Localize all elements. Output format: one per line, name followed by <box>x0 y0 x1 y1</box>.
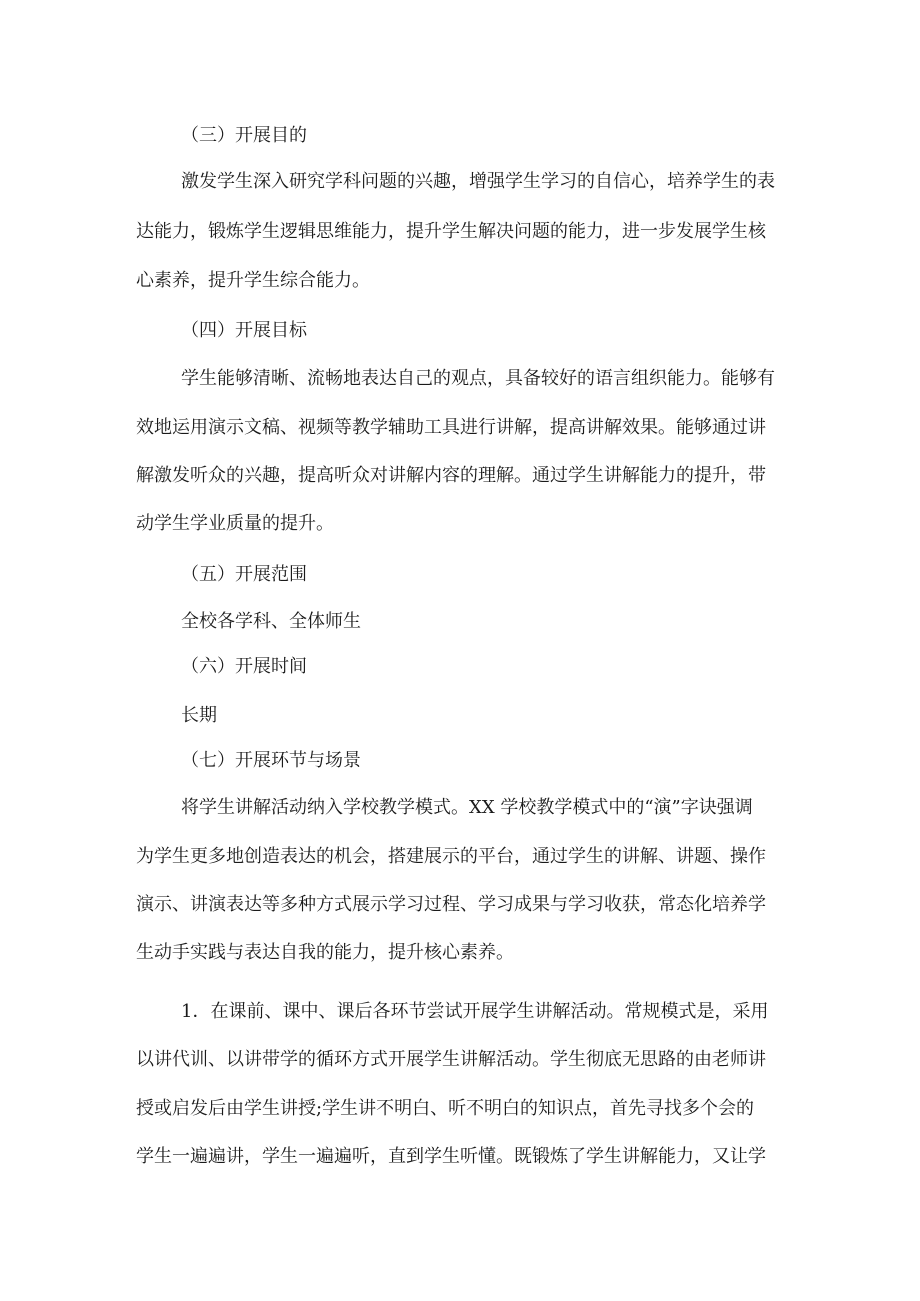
paragraph-line: 动学生学业质量的提升。 <box>136 513 334 534</box>
paragraph-line: 演示、讲演表达等多种方式展示学习过程、学习成果与学习收获，常态化培养学 <box>136 894 766 915</box>
paragraph-line: 为学生更多地创造表达的机会，搭建展示的平台，通过学生的讲解、讲题、操作 <box>136 846 766 867</box>
section-heading-6: （六）开展时间 <box>181 656 307 677</box>
numbered-item-line: 以讲代训、以讲带学的循环方式开展学生讲解活动。学生彻底无思路的由老师讲 <box>136 1049 766 1070</box>
paragraph-line: 激发学生深入研究学科问题的兴趣，增强学生学习的自信心，培养学生的表 <box>181 171 775 192</box>
paragraph-line: 学生能够清晰、流畅地表达自己的观点，具备较好的语言组织能力。能够有 <box>181 368 775 389</box>
paragraph-line: 效地运用演示文稿、视频等教学辅助工具进行讲解，提高讲解效果。能够通过讲 <box>136 417 766 438</box>
section-heading-7: （七）开展环节与场景 <box>181 750 361 771</box>
paragraph-line: 将学生讲解活动纳入学校教学模式。XX 学校教学模式中的“演”字诀强调 <box>181 797 753 818</box>
section-text-6: 长期 <box>181 705 217 726</box>
paragraph-line: 生动手实践与表达自我的能力，提升核心素养。 <box>136 942 514 963</box>
section-text-5: 全校各学科、全体师生 <box>181 611 361 632</box>
numbered-item-line: 学生一遍遍讲，学生一遍遍听，直到学生听懂。既锻炼了学生讲解能力，又让学 <box>136 1146 766 1167</box>
numbered-item-line: 授或启发后由学生讲授;学生讲不明白、听不明白的知识点，首先寻找多个会的 <box>136 1098 755 1119</box>
section-heading-4: （四）开展目标 <box>181 320 307 341</box>
paragraph-line: 达能力，锻炼学生逻辑思维能力，提升学生解决问题的能力，进一步发展学生核 <box>136 221 766 242</box>
section-heading-3: （三）开展目的 <box>181 125 307 146</box>
section-heading-5: （五）开展范围 <box>181 564 307 585</box>
paragraph-line: 解激发听众的兴趣，提高听众对讲解内容的理解。通过学生讲解能力的提升，带 <box>136 465 766 486</box>
paragraph-line: 心素养，提升学生综合能力。 <box>136 270 370 291</box>
numbered-item-line: 1．在课前、课中、课后各环节尝试开展学生讲解活动。常规模式是，采用 <box>181 1001 769 1022</box>
